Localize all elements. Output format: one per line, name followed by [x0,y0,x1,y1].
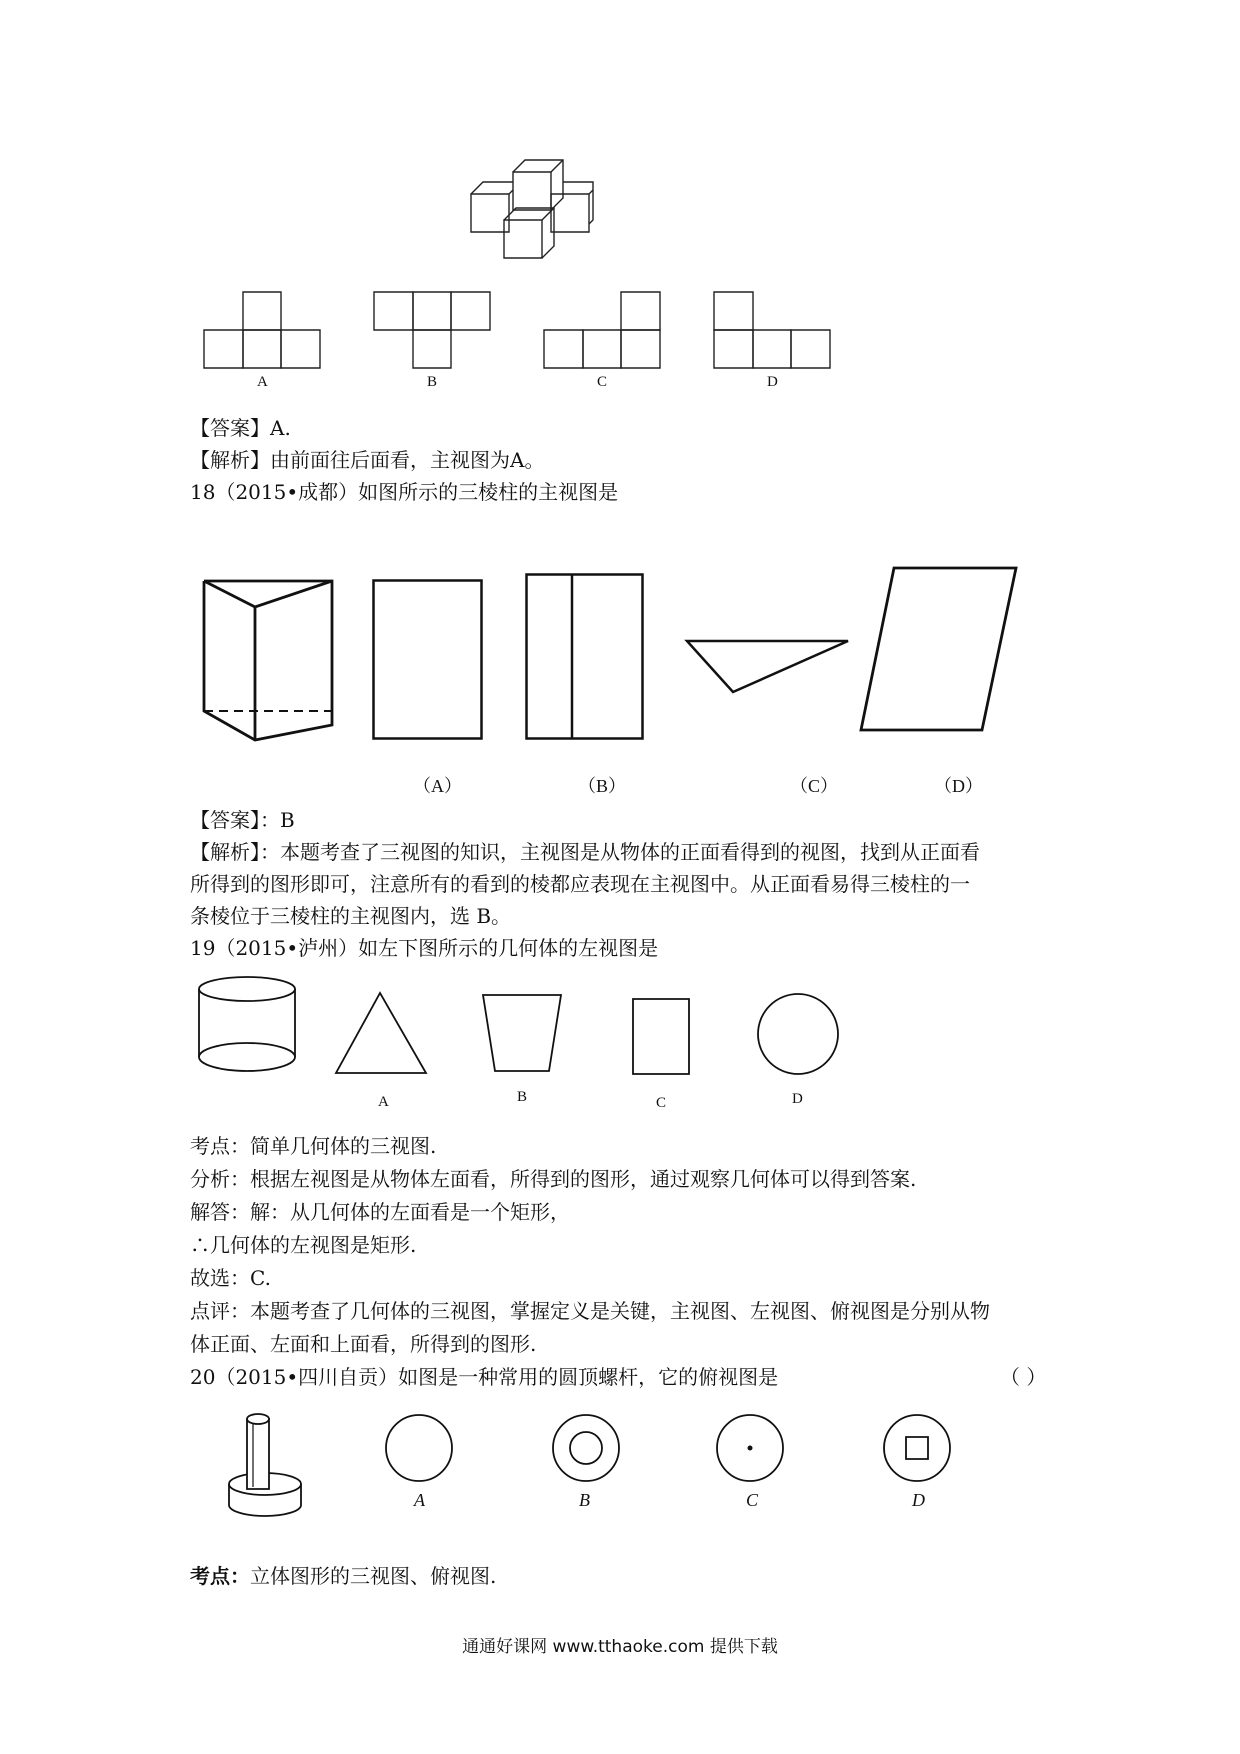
q19-label-b: B [517,1089,528,1105]
q19-option-a-figure [333,990,429,1076]
q20-kaodian [190,1560,496,1592]
q18-analysis-line-1: 【解析】：本题考查了三视图的知识，主视图是从物体的正面看得到的视图，找到从正面看 [190,840,980,864]
q19-kaodian: 考点：简单几何体的三视图. [190,1134,437,1158]
q18-stem: 18（2015•成都）如图所示的三棱柱的主视图是 [190,480,619,504]
q18-option-a-figure [372,579,484,741]
q19-label-d: D [792,1091,803,1107]
q20-label-b: B [579,1490,590,1510]
cylinder-figure [196,975,298,1075]
q20-label-d: D [912,1490,925,1510]
q19-therefore: ∴几何体的左视图是矩形. [190,1233,417,1257]
q19-dianping-line-1: 点评：本题考查了几何体的三视图，掌握定义是关键，主视图、左视图、俯视图是分别从物 [190,1299,990,1323]
q19-label-a: A [378,1094,389,1110]
q20-stem: 20（2015•四川自贡）如图是一种常用的圆顶螺杆，它的俯视图是 [190,1365,779,1389]
q18-analysis-line-3: 条棱位于三棱柱的主视图内，选 B。 [190,904,512,928]
q20-label-c: C [746,1490,759,1510]
q19-fenxi: 分析：根据左视图是从物体左面看，所得到的图形，通过观察几何体可以得到答案. [190,1167,917,1191]
q17-answer: 【答案】A. [190,416,291,440]
q19-stem: 19（2015•泸州）如左下图所示的几何体的左视图是 [190,936,659,960]
q19-dianping-line-2: 体正面、左面和上面看，所得到的图形. [190,1332,537,1356]
q20-option-b-figure [550,1412,622,1484]
triangular-prism-figure [200,575,335,745]
q19-label-c: C [656,1095,667,1111]
q20-option-a-figure [383,1412,455,1484]
page-footer: 通通好课网 www.tthaoke.com 提供下载 [462,1637,778,1657]
q17-label-a: A [257,374,268,390]
cube-stack-3d-figure [468,158,603,270]
q19-jieda: 解答：解：从几何体的左面看是一个矩形， [190,1200,570,1224]
q17-analysis: 【解析】由前面往后面看，主视图为A。 [190,448,545,472]
q20-option-c-figure [714,1412,786,1484]
q19-option-d-figure [756,992,840,1076]
q20-label-a: A [414,1490,425,1510]
q19-option-b-figure [481,993,563,1073]
q18-answer: 【答案】：B [190,808,295,832]
q17-label-c: C [597,374,608,390]
q19-option-c-figure [632,998,690,1075]
q17-option-d-figure [713,291,831,369]
q17-label-b: B [427,374,438,390]
q20-option-d-figure [881,1412,953,1484]
q18-option-b-figure [525,573,645,741]
q19-guxuan: 故选：C. [190,1266,271,1290]
q18-option-d-figure [858,565,1018,733]
q18-label-c: （C） [790,776,839,796]
q18-analysis-line-2: 所得到的图形即可，注意所有的看到的棱都应表现在主视图中。从正面看易得三棱柱的一 [190,872,970,896]
q17-label-d: D [767,374,778,390]
round-head-bolt-figure [225,1411,305,1521]
q20-kaodian-label: 考点： [190,1564,250,1588]
q18-option-c-figure [685,637,850,695]
q20-answer-bracket: （ ） [1000,1365,1047,1389]
q18-label-b: （B） [578,776,627,796]
q18-label-d: （D） [934,776,983,796]
q20-kaodian-text: 立体图形的三视图、俯视图. [250,1564,497,1588]
q17-option-a-figure [203,291,321,369]
q18-label-a: （A） [413,776,462,796]
q17-option-c-figure [543,291,661,369]
q17-option-b-figure [373,291,491,369]
